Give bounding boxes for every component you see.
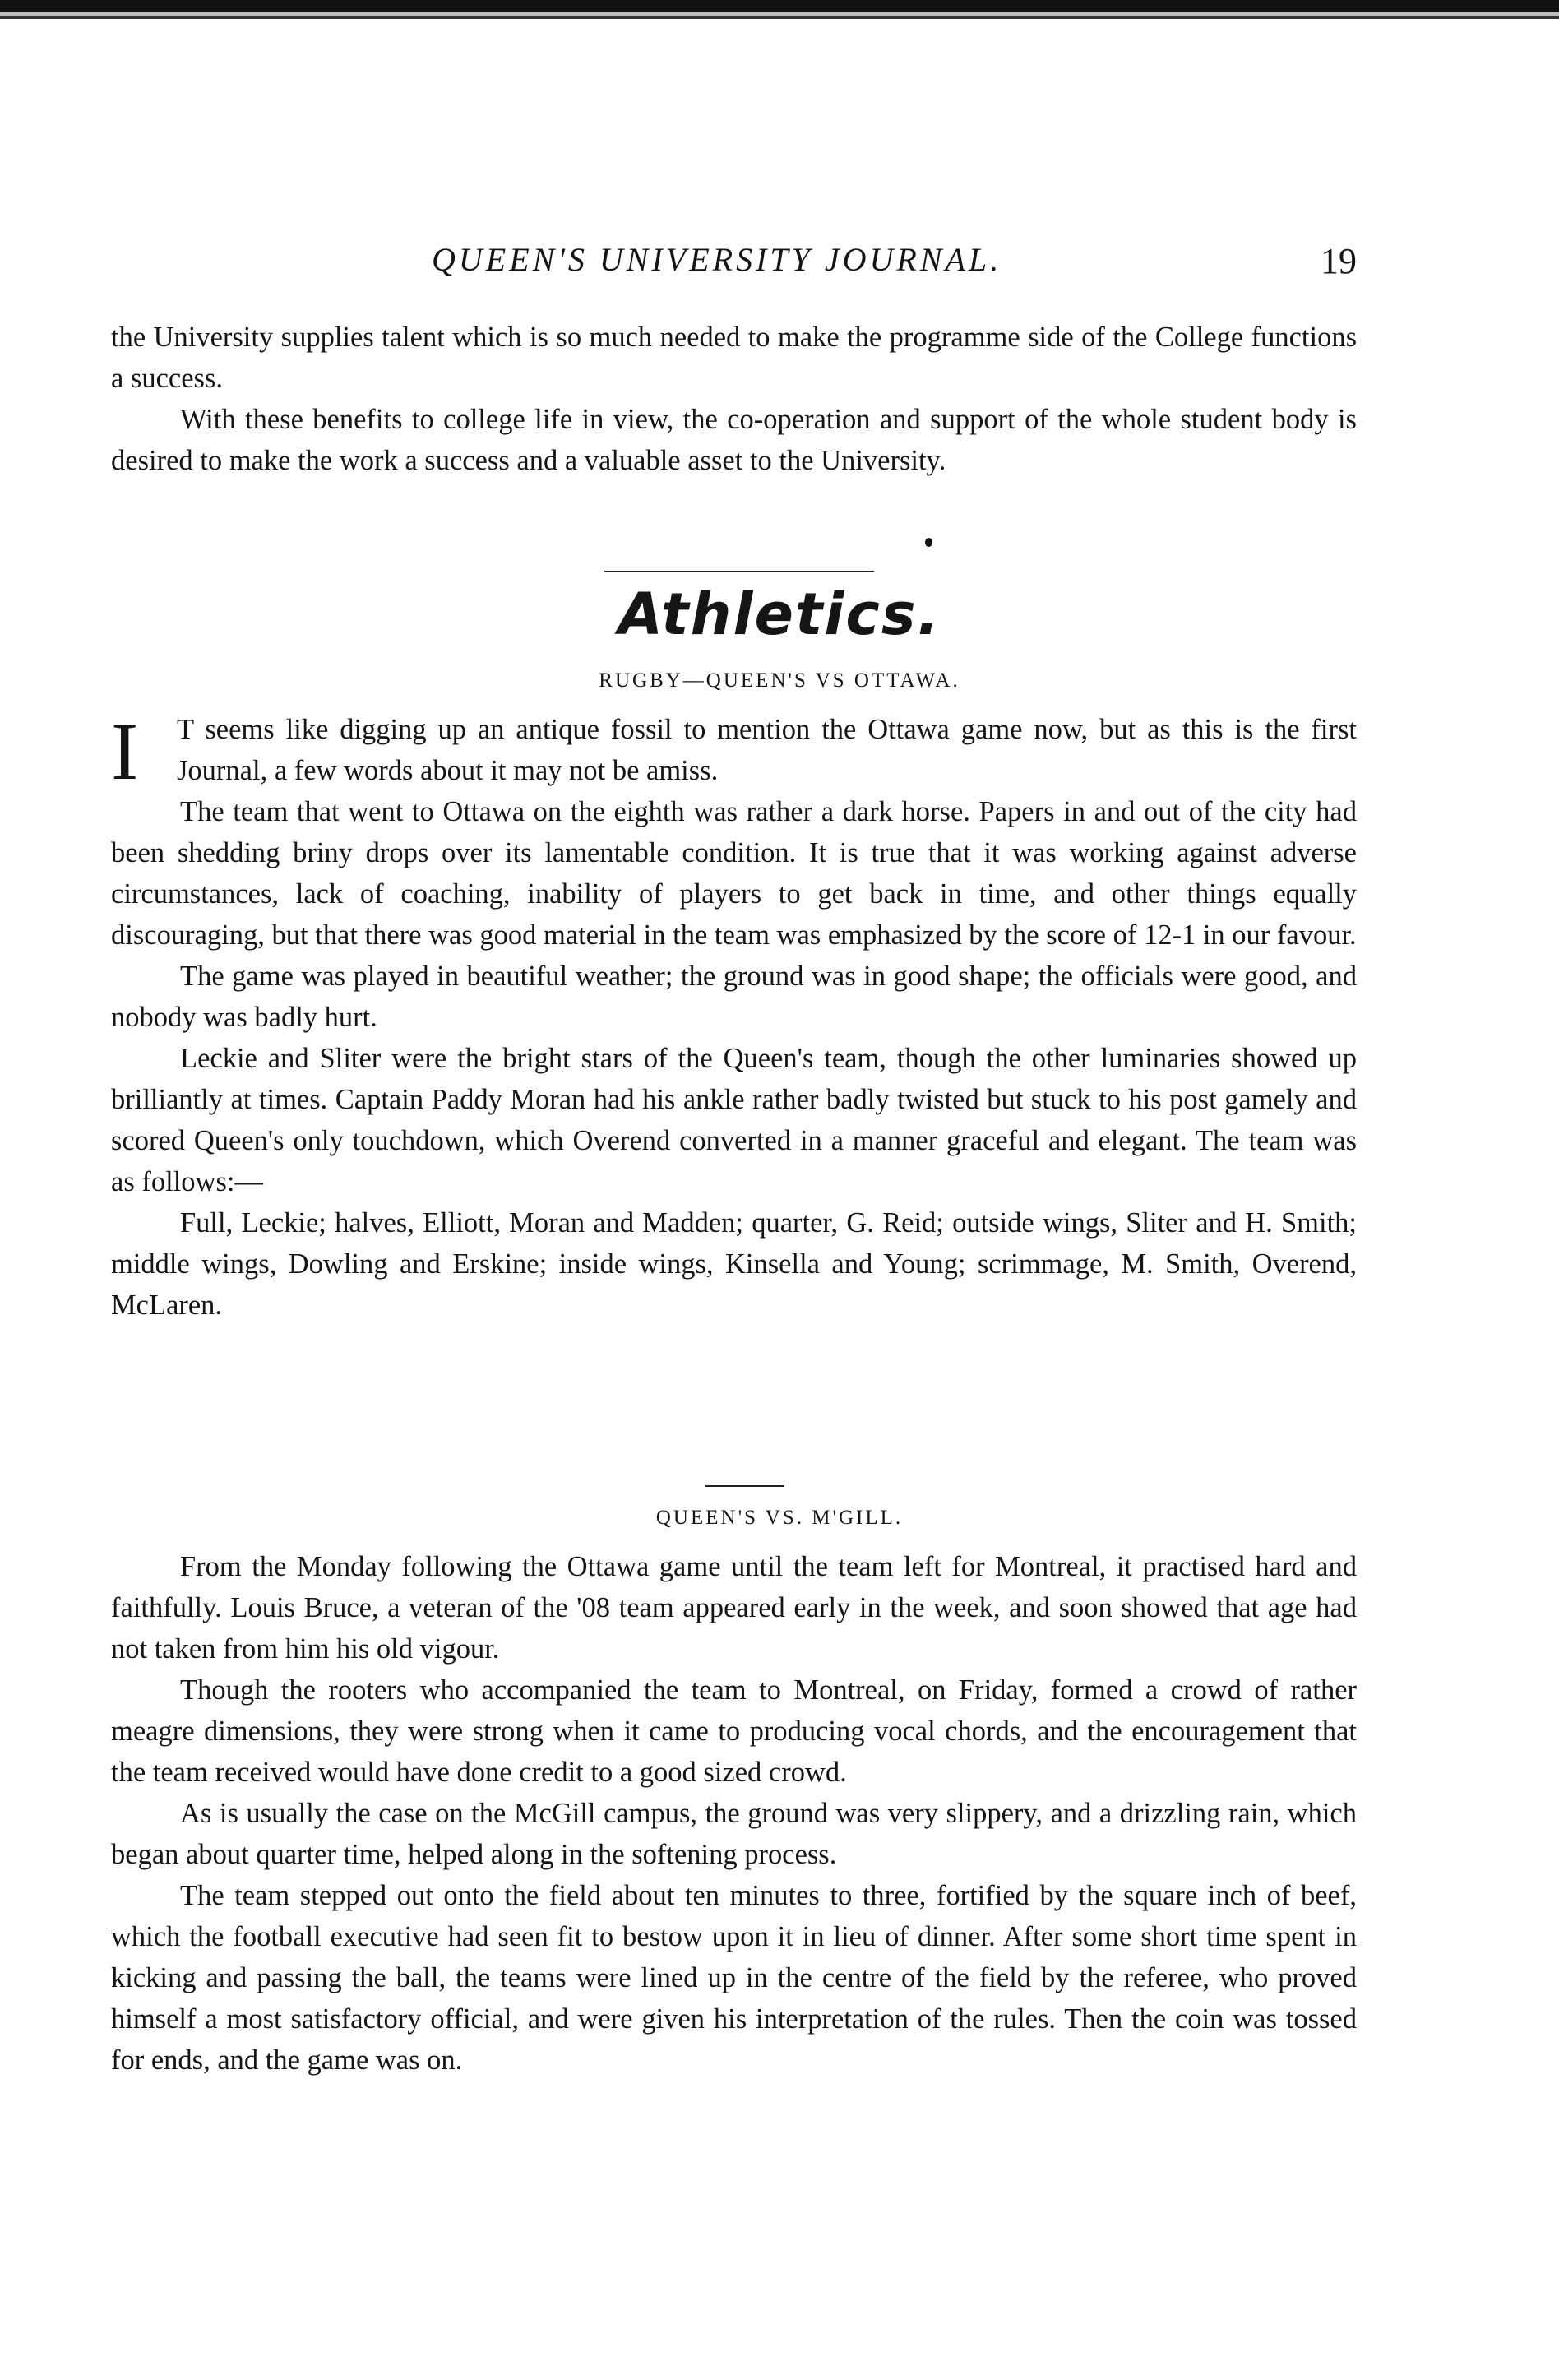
rugby-lineup-paragraph: Full, Leckie; halves, Elliott, Moran and Madden; quarter, G. Reid; outside wings, Sliter and H. Smith; middle wings, Dowling and Erskine; inside wings, Kinsella and Young; scrimmage, M. Smith, Overend, McLaren.: [111, 1207, 1357, 1321]
rugby-article: [111, 706, 1357, 1326]
subsection-divider: [705, 1485, 784, 1487]
mcgill-paragraph: As is usually the case on the McGill campus, the ground was very slippery, and a drizzling rain, which began about quarter time, helped along in the softening process.: [111, 1798, 1357, 1870]
running-title: QUEEN'S UNIVERSITY JOURNAL.: [432, 241, 1002, 278]
intro-section: [111, 317, 1357, 481]
intro-paragraph: With these benefits to college life in view, the co-operation and support of the whole student body is desired to make the work a success and a valuable asset to the University.: [111, 404, 1357, 476]
top-border-rule: [0, 0, 1559, 12]
ink-dot: [925, 538, 932, 547]
rugby-paragraph: The game was played in beautiful weather; the ground was in good shape; the officials were good, and nobody was badly hurt.: [111, 961, 1357, 1033]
mcgill-subheading: QUEEN'S VS. M'GILL.: [655, 1507, 904, 1529]
rugby-first-paragraph: [111, 706, 1357, 797]
mcgill-paragraph: The team stepped out onto the field about ten minutes to three, fortified by the square inch of beef, which the football executive had seen fit to bestow upon it in lieu of dinner. After some short time spent in kicking and passing the ball, the teams were lined up in the centre of the field by the referee, who proved himself a most satisfactory official, and were given his interpretation of the rules. Then the coin was tossed for ends, and the game was on.: [111, 1880, 1357, 2076]
page-header: [111, 240, 1357, 289]
rugby-paragraph: The team that went to Ottawa on the eighth was rather a dark horse. Papers in and out of the city had been shedding briny drops over its lamentable condition. It is true that it was working against adverse circumstances, lack of coaching, inability of players to get back in time, and other things equally discouraging, but that there was good material in the team was emphasized by the score of 12-1 in our favour.: [111, 796, 1357, 951]
top-border-thin-rule: [0, 16, 1559, 19]
rugby-paragraph: Leckie and Sliter were the bright stars of the Queen's team, though the other luminaries showed up brilliantly at times. Captain Paddy Moran had his ankle rather badly twisted but stuck to his post gamely and scored Queen's only touchdown, which Overend converted in a manner graceful and elegant. The team was as follows:—: [111, 1043, 1357, 1197]
athletics-title: Athletics.: [618, 581, 941, 648]
rugby-subheading: RUGBY—QUEEN'S VS OTTAWA.: [599, 669, 960, 692]
section-divider: [604, 571, 874, 572]
drop-cap: I: [111, 706, 139, 797]
mcgill-paragraph: Though the rooters who accompanied the team to Montreal, on Friday, formed a crowd of rather meagre dimensions, they were strong when it came to producing vocal chords, and the encouragement that the team received would have done credit to a good sized crowd.: [111, 1674, 1357, 1788]
rugby-first-paragraph-text: T seems like digging up an antique fossil to mention the Ottawa game now, but as this is the first Journal, a few words about it may not be amiss.: [177, 714, 1357, 786]
mcgill-article: [111, 1546, 1357, 2081]
page-number: 19: [1321, 241, 1357, 281]
mcgill-paragraph: From the Monday following the Ottawa game until the team left for Montreal, it practised hard and faithfully. Louis Bruce, a veteran of the '08 team appeared early in the week, and soon showed that age had not taken from him his old vigour.: [111, 1551, 1357, 1665]
intro-paragraph: the University supplies talent which is so much needed to make the programme side of the College functions a success.: [111, 322, 1357, 394]
